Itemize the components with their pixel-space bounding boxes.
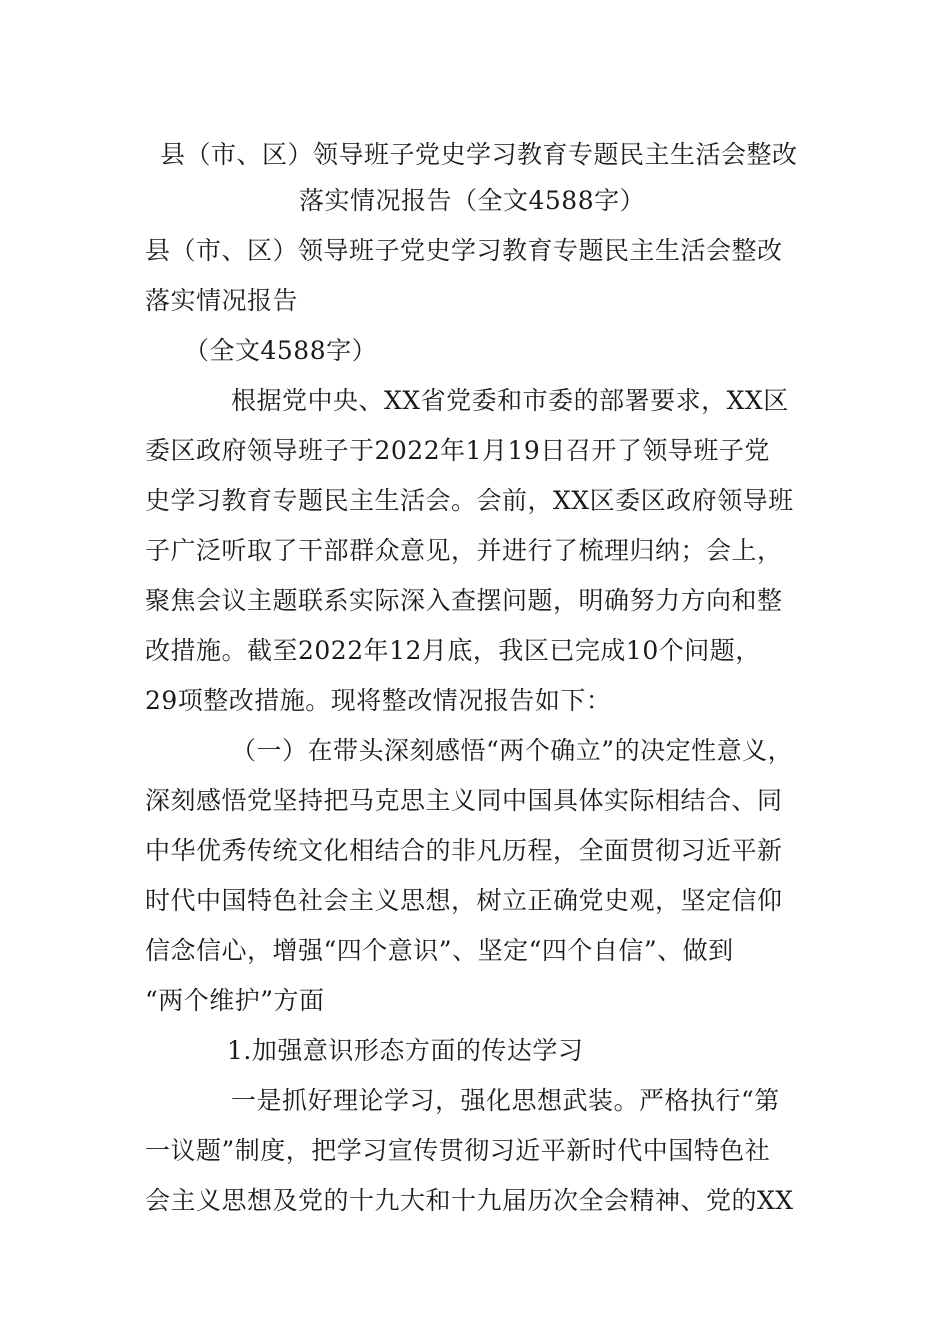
section1-heading-line: 信念信心，增强“四个意识”、坚定“四个自信”、做到 [145, 936, 734, 965]
item1-body-line: 一议题”制度，把学习宣传贯彻习近平新时代中国特色社 [145, 1136, 771, 1165]
section1-heading-line: 深刻感悟党坚持把马克思主义同中国具体实际相结合、同 [145, 786, 783, 815]
intro-line: 改措施。截至2022年12月底，我区已完成10个问题， [145, 636, 761, 665]
item1-heading: 1.加强意识形态方面的传达学习 [227, 1036, 584, 1065]
subtitle-line-2: 落实情况报告 [145, 286, 299, 315]
intro-line: 子广泛听取了干部群众意见，并进行了梳理归纳；会上， [145, 536, 783, 565]
subtitle-line-3: （全文4588字） [184, 336, 378, 365]
title-line-2: 落实情况报告（全文4588字） [299, 186, 646, 215]
title-line-1: 县（市、区）领导班子党史学习教育专题民主生活会整改 [160, 140, 798, 169]
subtitle-line-1: 县（市、区）领导班子党史学习教育专题民主生活会整改 [145, 236, 783, 265]
section1-heading-line: （一）在带头深刻感悟“两个确立”的决定性意义， [231, 736, 794, 765]
section1-heading-line: “两个维护”方面 [145, 986, 325, 1015]
intro-line: 聚焦会议主题联系实际深入查摆问题，明确努力方向和整 [145, 586, 783, 615]
section1-heading-line: 中华优秀传统文化相结合的非凡历程，全面贯彻习近平新 [145, 836, 783, 865]
intro-line: 29项整改措施。现将整改情况报告如下： [145, 686, 612, 715]
section1-heading-line: 时代中国特色社会主义思想，树立正确党史观，坚定信仰 [145, 886, 783, 915]
item1-body-line: 会主义思想及党的十九大和十九届历次全会精神、党的XX [145, 1186, 794, 1215]
intro-line: 委区政府领导班子于2022年1月19日召开了领导班子党 [145, 436, 770, 465]
intro-line: 史学习教育专题民主生活会。会前，XX区委区政府领导班 [145, 486, 794, 515]
item1-body-line: 一是抓好理论学习，强化思想武装。严格执行“第 [231, 1086, 780, 1115]
intro-line: 根据党中央、XX省党委和市委的部署要求，XX区 [231, 386, 789, 415]
